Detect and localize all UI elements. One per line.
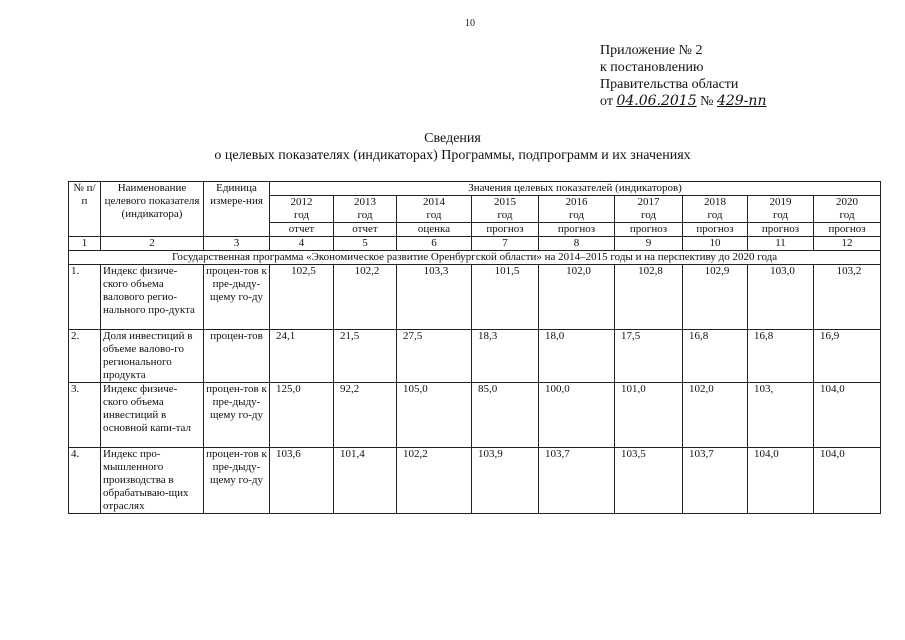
value-cell: 16,8 [683, 330, 748, 383]
title-line-2: о целевых показателях (индикаторах) Программы, подпрограмм и их значениях [214, 148, 691, 163]
appendix-line-1: Приложение № 2 [600, 43, 703, 58]
column-number: 8 [539, 237, 615, 251]
table-row [69, 448, 881, 514]
number-label: № [700, 94, 714, 109]
value-cell: 103,2 [814, 265, 881, 330]
value-cell: 103, [748, 383, 814, 448]
unit-cell: процен-тов к пре-дыду-щему го-ду [204, 448, 270, 514]
year-type: прогноз [748, 223, 814, 237]
value-cell: 104,0 [814, 383, 881, 448]
column-number: 9 [615, 237, 683, 251]
handwritten-number: 429-пп [716, 93, 767, 109]
column-number: 7 [472, 237, 539, 251]
year-word: год [772, 209, 789, 221]
indicators-table [68, 181, 881, 514]
year-word: год [839, 209, 855, 221]
value-cell: 18,3 [472, 330, 539, 383]
year-value: 2017 [637, 196, 660, 208]
column-number: 1 [69, 237, 101, 251]
appendix-line-3: Правительства области [600, 77, 739, 92]
column-number: 3 [204, 237, 270, 251]
year-word: год [426, 209, 442, 221]
value-cell: 103,5 [615, 448, 683, 514]
value-cell: 101,4 [334, 448, 397, 514]
table-row [69, 265, 881, 330]
year-header [748, 196, 814, 223]
row-number: 2. [69, 330, 101, 383]
year-header [334, 196, 397, 223]
appendix-line-4 [600, 93, 766, 110]
value-cell: 101,5 [472, 265, 539, 330]
value-cell: 105,0 [397, 383, 472, 448]
year-value: 2018 [704, 196, 726, 208]
year-type: оценка [397, 223, 472, 237]
appendix-block [600, 42, 766, 110]
column-number: 10 [683, 237, 748, 251]
value-cell: 103,7 [539, 448, 615, 514]
value-cell: 24,1 [270, 330, 334, 383]
value-cell: 103,0 [748, 265, 814, 330]
header-name: Наименование целевого показателя (индикатора) [101, 182, 204, 237]
appendix-line-2: к постановлению [600, 60, 704, 75]
row-number: 3. [69, 383, 101, 448]
value-cell: 102,0 [539, 265, 615, 330]
year-word: год [640, 209, 657, 221]
indicator-name: Индекс про-мышленного производства в обрабатываю-щих отраслях [101, 448, 204, 514]
handwritten-date: 04.06.2015 [616, 93, 697, 109]
year-header [472, 196, 539, 223]
year-header [397, 196, 472, 223]
value-cell: 102,0 [683, 383, 748, 448]
column-number: 4 [270, 237, 334, 251]
header-num: № п/п [69, 182, 101, 237]
table-row [69, 383, 881, 448]
value-cell: 85,0 [472, 383, 539, 448]
indicator-name: Индекс физиче-ского объема инвестиций в основной капи-тал [101, 383, 204, 448]
year-word: год [568, 209, 585, 221]
from-label: от [600, 94, 613, 109]
document-title [0, 130, 905, 164]
value-cell: 102,2 [397, 448, 472, 514]
year-type: прогноз [539, 223, 615, 237]
column-number: 12 [814, 237, 881, 251]
year-type: прогноз [472, 223, 539, 237]
table-row [69, 330, 881, 383]
value-cell: 104,0 [814, 448, 881, 514]
value-cell: 16,9 [814, 330, 881, 383]
value-cell: 103,9 [472, 448, 539, 514]
year-word: год [497, 209, 513, 221]
value-cell: 103,3 [397, 265, 472, 330]
year-header [683, 196, 748, 223]
row-number: 4. [69, 448, 101, 514]
year-type: отчет [270, 223, 334, 237]
value-cell: 21,5 [334, 330, 397, 383]
title-line-1: Сведения [424, 131, 481, 146]
unit-cell: процен-тов к пре-дыду-щему го-ду [204, 265, 270, 330]
unit-cell: процен-тов [204, 330, 270, 383]
value-cell: 16,8 [748, 330, 814, 383]
header-values: Значения целевых показателей (индикаторов) [270, 182, 881, 196]
year-word: год [707, 209, 723, 221]
value-cell: 102,8 [615, 265, 683, 330]
value-cell: 101,0 [615, 383, 683, 448]
year-word: год [357, 209, 373, 221]
year-header [539, 196, 615, 223]
year-type: прогноз [683, 223, 748, 237]
year-value: 2012 [290, 196, 313, 208]
header-unit: Единица измере-ния [204, 182, 270, 237]
value-cell: 102,5 [270, 265, 334, 330]
column-number: 11 [748, 237, 814, 251]
column-number: 6 [397, 237, 472, 251]
value-cell: 103,7 [683, 448, 748, 514]
column-number: 2 [101, 237, 204, 251]
value-cell: 104,0 [748, 448, 814, 514]
indicator-name: Доля инвестиций в объеме валово-го регионального продукта [101, 330, 204, 383]
year-word: год [293, 209, 310, 221]
page-number: 10 [465, 18, 475, 29]
value-cell: 18,0 [539, 330, 615, 383]
year-header [814, 196, 881, 223]
year-value: 2016 [565, 196, 588, 208]
year-value: 2019 [769, 196, 792, 208]
year-type: отчет [334, 223, 397, 237]
value-cell: 102,9 [683, 265, 748, 330]
unit-cell: процен-тов к пре-дыду-щему го-ду [204, 383, 270, 448]
value-cell: 17,5 [615, 330, 683, 383]
value-cell: 103,6 [270, 448, 334, 514]
program-row: Государственная программа «Экономическое развитие Оренбургской области» на 2014–2015 годы и на перспективу до 2020 года [69, 251, 881, 265]
value-cell: 100,0 [539, 383, 615, 448]
year-header [615, 196, 683, 223]
year-value: 2014 [423, 196, 445, 208]
year-type: прогноз [814, 223, 881, 237]
year-value: 2015 [494, 196, 516, 208]
year-type: прогноз [615, 223, 683, 237]
value-cell: 92,2 [334, 383, 397, 448]
column-number: 5 [334, 237, 397, 251]
value-cell: 27,5 [397, 330, 472, 383]
year-value: 2013 [354, 196, 376, 208]
value-cell: 125,0 [270, 383, 334, 448]
value-cell: 102,2 [334, 265, 397, 330]
row-number: 1. [69, 265, 101, 330]
year-header [270, 196, 334, 223]
indicator-name: Индекс физиче-ского объема валового регио-нального про-дукта [101, 265, 204, 330]
year-value: 2020 [836, 196, 859, 208]
